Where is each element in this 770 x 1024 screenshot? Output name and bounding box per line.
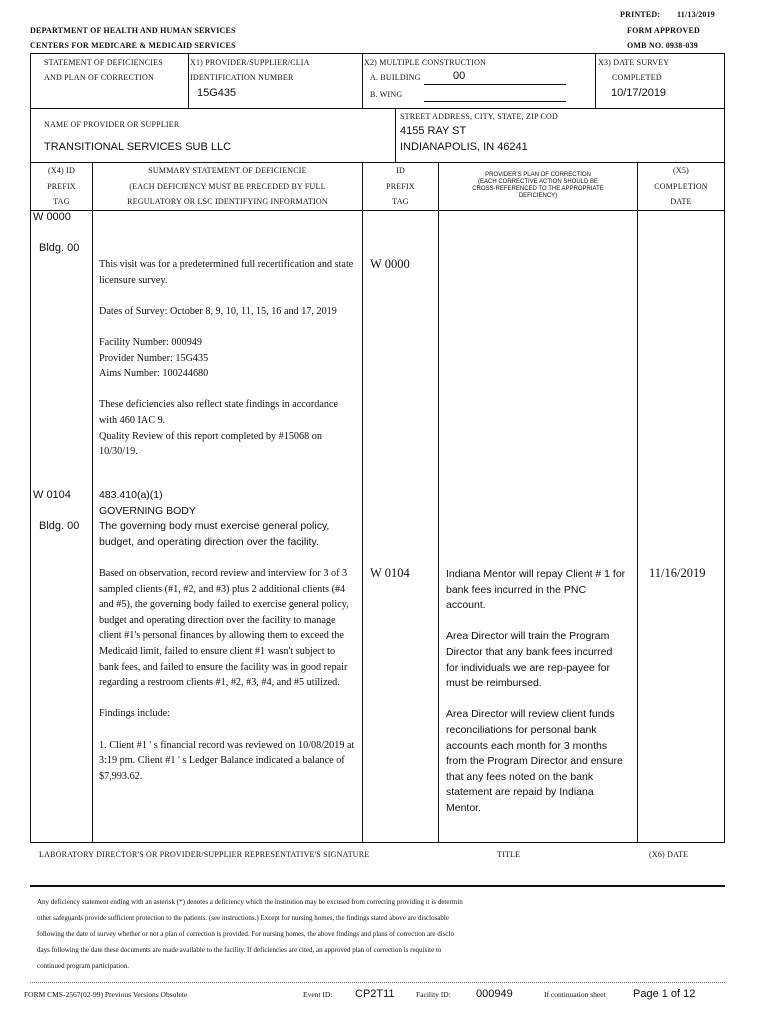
department-title: DEPARTMENT OF HEALTH AND HUMAN SERVICES (30, 26, 236, 35)
id-tag-w0000: W 0000 (370, 257, 410, 271)
survey-date-value: 10/17/2019 (611, 87, 667, 99)
x4-header-1: (X4) ID (48, 166, 75, 175)
id-header-3: TAG (392, 197, 409, 206)
entry1-provider-number: Provider Number: 15G435 (99, 352, 209, 364)
statement-label-1: STATEMENT OF DEFICIENCIES (44, 58, 163, 67)
disclaimer-line-4: days following the date these documents are made available to the facility. If deficiencies are cited, an approved plan of correction is requisite to (37, 946, 442, 954)
id-header-1: ID (396, 166, 405, 175)
x3-label-2: COMPLETED (612, 73, 662, 82)
x4-header-2: PREFIX (47, 182, 76, 191)
x3-label-1: X3) DATE SURVEY (598, 58, 670, 67)
plan-header-3: CROSS-REFERENCED TO THE APPROPRIATE (472, 186, 604, 192)
footer-divider (30, 982, 725, 983)
provider-name-label: NAME OF PROVIDER OR SUPPLIER (44, 120, 180, 129)
omb-number: OMB NO. 0938-039 (627, 41, 698, 50)
regulation-code: 483.410(a)(1) (99, 489, 163, 501)
disclaimer-line-2: other safeguards provide sufficient protection to the patients. (see instructions.) Except for nursing homes, the findings stated above are disclosable (37, 914, 449, 922)
disclaimer-line-5: continued program participation. (37, 962, 129, 970)
plan-header (439, 172, 637, 200)
entry2-text (99, 566, 357, 784)
entry2-para-1: Based on observation, record review and interview for 3 of 3 sampled clients (#1, #2, and #3) plus 2 additional clients (#4 and #5), the governing body failed to exercise general policy, budget and operating direction over the facility to manage client #1's personal finances by allowing them to exceed the Medicaid limit, failed to ensure client #1 wasn't subject to bank fees, and failed to ensure the facility was in good repair regarding a restroom clients #1, #2, #3, #4, and #5 utilized. (99, 568, 349, 689)
entry1-para-2: Dates of Survey: October 8, 9, 10, 11, 15, 16 and 17, 2019 (99, 305, 337, 317)
x5-header-1: (X5) (673, 166, 689, 175)
id-tag-w0104: W 0104 (370, 566, 410, 580)
address-line-2: INDIANAPOLIS, IN 46241 (400, 141, 528, 153)
building-label: A. BUILDING (370, 73, 421, 82)
completion-date: 11/16/2019 (649, 566, 706, 580)
plan-header-1: PROVIDER'S PLAN OF CORRECTION (485, 172, 591, 178)
entry1-para-1: This visit was for a predetermined full recertification and state licensure survey. (99, 259, 354, 286)
summary-header-3: REGULATORY OR LSC IDENTIFYING INFORMATION (127, 197, 328, 206)
summary-header-1: SUMMARY STATEMENT OF DEFICIENCIE (148, 166, 307, 175)
provider-id-value: 15G435 (197, 87, 237, 99)
summary-header-2: (EACH DEFICIENCY MUST BE PRECEDED BY FULL (129, 182, 326, 191)
provider-name-value: TRANSITIONAL SERVICES SUB LLC (44, 141, 232, 153)
plan-para-1: Indiana Mentor will repay Client # 1 for bank fees incurred in the PNC account. (446, 568, 626, 612)
facility-id-label: Facility ID: (416, 990, 451, 999)
entry2-findings-include: Findings include: (99, 708, 171, 720)
form-number: FORM CMS-2567(02-99) Previous Versions Obsolete (24, 990, 188, 999)
x5-header-3: DATE (670, 197, 692, 206)
x2-label: X2) MULTIPLE CONSTRUCTION (364, 58, 487, 67)
regulation-text: The governing body must exercise general policy, budget, and operating direction over the facility. (99, 520, 330, 548)
id-header-2: PREFIX (386, 182, 415, 191)
entry1-text (99, 257, 357, 460)
disclaimer-line-1: Any deficiency statement ending with an asterisk (*) denotes a deficiency which the institution may be excused from correcting providing it is determin (37, 898, 463, 906)
entry2-para-3: 1. Client #1 ' s financial record was reviewed on 10/08/2019 at 3:19 pm. Client #1 ' s Ledger Balance indicated a balance of $7,993.62. (99, 739, 355, 782)
x5-header-2: COMPLETION (654, 182, 708, 191)
facility-id-value: 000949 (476, 988, 513, 1000)
tag-w0000: W 0000 (33, 211, 71, 223)
continuation-label: If continuation sheet (544, 990, 606, 999)
plan-header-4: DEFICIENCY) (518, 193, 558, 199)
signature-label: LABORATORY DIRECTOR'S OR PROVIDER/SUPPLIER REPRESENTATIVE'S SIGNATURE (39, 850, 370, 859)
printed-label: PRINTED: (620, 10, 661, 19)
x4-header-3: TAG (53, 197, 70, 206)
page-number: Page 1 of 12 (633, 988, 696, 1000)
form-approved: FORM APPROVED (627, 26, 701, 35)
tag-w0104: W 0104 (33, 489, 71, 501)
printed-date: 11/13/2019 (677, 10, 716, 19)
title-label: TITLE (497, 850, 521, 859)
address-label: STREET ADDRESS, CITY, STATE, ZIP COD (400, 112, 558, 121)
entry1-aims-number: Aims Number: 100244680 (99, 368, 209, 380)
centers-title: CENTERS FOR MEDICARE & MEDICAID SERVICES (30, 41, 236, 50)
plan-para-3: Area Director will review client funds reconciliations for personal bank accounts each month for 3 months from the Program Director and ensure that any fees noted on the bank statement are repaid by Indiana Mentor. (446, 708, 623, 814)
event-id-value: CP2T11 (355, 988, 395, 1000)
disclaimer (37, 894, 727, 974)
disclaimer-line-3: following the date of survey whether or not a plan of correction is provided. For nursing homes, the above findings and plans of correction are disclo (37, 930, 454, 938)
event-id-label: Event ID: (303, 990, 333, 999)
bldg-label-2: Bldg. 00 (39, 520, 80, 532)
x6-date-label: (X6) DATE (649, 850, 689, 859)
plan-para-2: Area Director will train the Program Director that any bank fees incurred for individuals we are rep-payee for must be reimbursed. (446, 630, 613, 690)
address-line-1: 4155 RAY ST (400, 125, 467, 137)
regulation-title: GOVERNING BODY (99, 504, 196, 517)
entry1-para-4: These deficiencies also reflect state findings in accordance with 460 IAC 9. (99, 399, 339, 426)
bldg-label-1: Bldg. 00 (39, 242, 80, 254)
plan-header-2: (EACH CORRECTIVE ACTION SHOULD BE (477, 179, 599, 185)
entry1-facility-number: Facility Number: 000949 (99, 336, 202, 348)
x1-label-1: X1) PROVIDER/SUPPLIER/CLIA (190, 58, 310, 67)
building-value: 00 (453, 70, 466, 82)
x1-label-2: IDENTIFICATION NUMBER (190, 73, 294, 82)
entry1-quality-review: Quality Review of this report completed by #15068 on 10/30/19. (99, 430, 322, 458)
plan-of-correction (446, 567, 626, 817)
regulation-block (99, 488, 357, 550)
wing-label: B. WING (370, 90, 403, 99)
statement-label-2: AND PLAN OF CORRECTION (44, 73, 154, 82)
